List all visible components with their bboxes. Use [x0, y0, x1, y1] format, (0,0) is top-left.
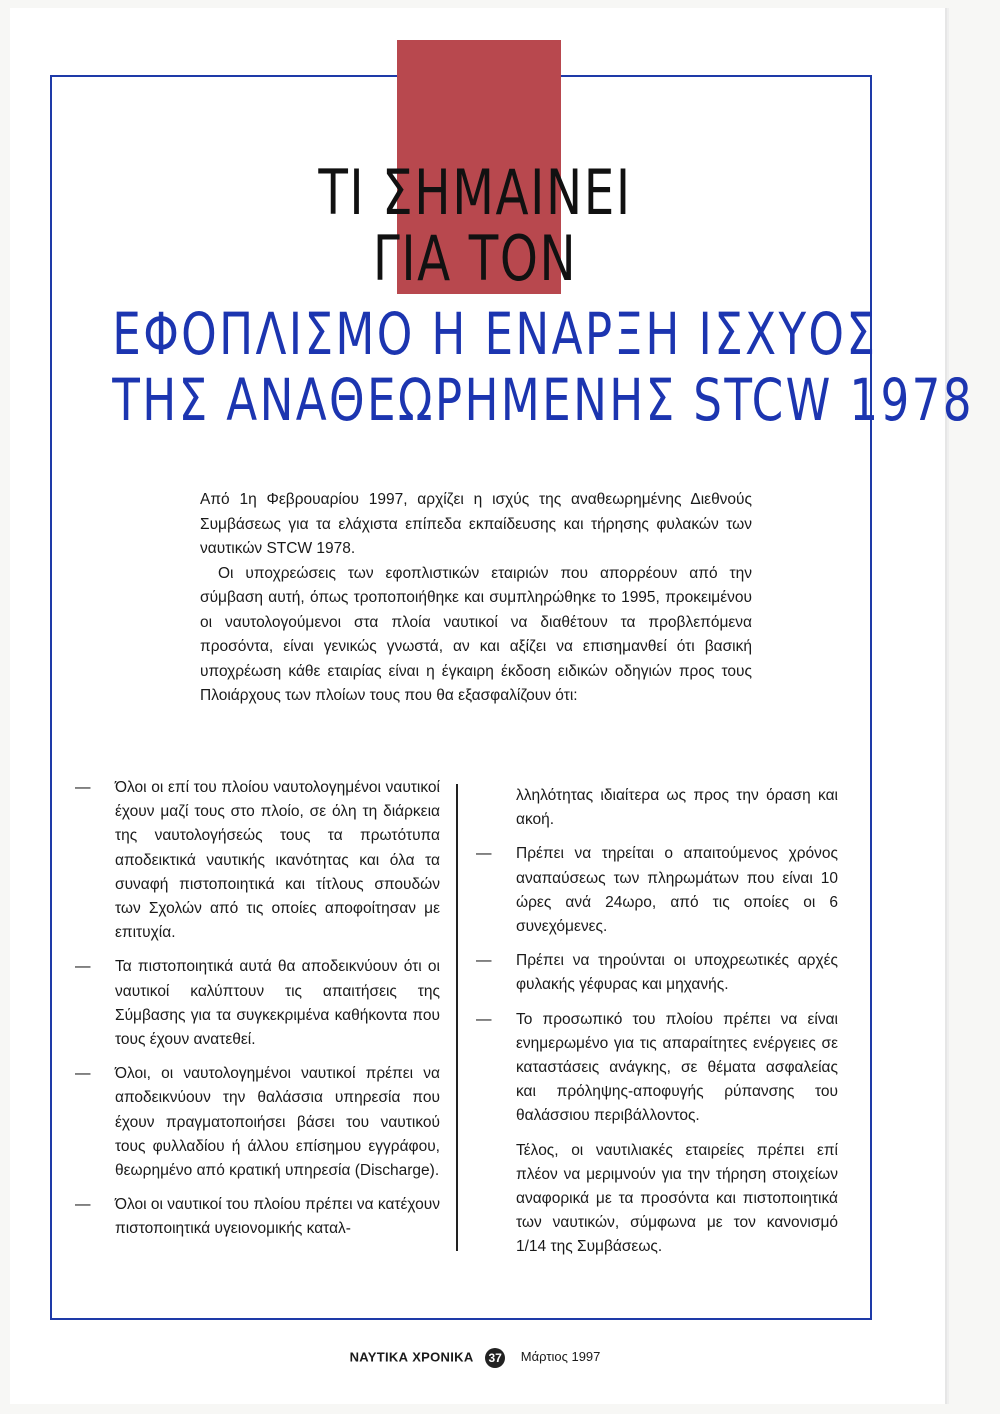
title-line-4: ΤΗΣ ΑΝΑΘΕΩΡΗΜΕΝΗΣ STCW 1978	[112, 366, 974, 434]
list-item-text: Τα πιστοποιητικά αυτά θα αποδεικνύουν ότι οι ναυτικοί καλύπτουν τις απαιτήσεις της Σύμβασης για τα συγκεκριμένα καθήκοντα που τους έχουν ανατεθεί.	[115, 958, 440, 1049]
list-item	[75, 1062, 440, 1183]
title-line-2: ΓΙΑ ΤΟΝ	[372, 222, 578, 295]
title-line-1: ΤΙ ΣΗΜΑΙΝΕΙ	[318, 156, 632, 229]
list-item	[75, 776, 440, 945]
list-item-text: Όλοι οι ναυτικοί του πλοίου πρέπει να κατέχουν πιστοποιητικά υγειονομικής καταλ-	[115, 1196, 440, 1238]
intro-paragraph-2: Οι υποχρεώσεις των εφοπλιστικών εταιριών που απορρέουν από την σύμβαση αυτή, όπως τροποποιήθηκε και συμπληρώθηκε το 1995, προκειμένου οι ναυτολογούμενοι στα πλοία ναυτικοί να διαθέτουν τα προβλεπόμενα προσόντα, είναι γενικώς γνωστά, αν και αξίζει να επισημανθεί ότι βασική υποχρέωση κάθε εταιρίας είναι η έγκαιρη έκδοση ειδικών οδηγιών προς τους Πλοιάρχους των πλοίων τους που θα εξασφαλίζουν ότι:	[200, 564, 752, 704]
list-item	[75, 955, 440, 1052]
dash-bullet: —	[75, 958, 91, 976]
list-item	[476, 842, 838, 939]
right-column	[476, 784, 838, 1260]
issue-date: Μάρτιος 1997	[520, 1349, 601, 1365]
list-item	[476, 949, 838, 997]
intro-text	[200, 488, 752, 709]
list-item-text: Όλοι, οι ναυτολογημένοι ναυτικοί πρέπει να αποδεικνύουν την θαλάσσια υπηρεσία που έχουν πραγματοποιήσει βάσει του ναυτικού τους φυλλαδίου ή άλλου επίσημου εγγράφου, θεωρημένο από κρατική υπηρεσία (Discharge).	[115, 1065, 440, 1180]
left-column	[75, 776, 440, 1252]
dash-bullet: —	[476, 845, 492, 863]
dash-bullet: —	[476, 952, 492, 970]
column-divider	[456, 784, 458, 1251]
closing-paragraph: Τέλος, οι ναυτιλιακές εταιρείες πρέπει επί πλέον να μεριμνούν για την τήρηση στοιχείων αναφορικά με τα προσόντα και πιστοποιητικά των ναυτικών, σύμφωνα με τον κανονισμό 1/14 της Συμβάσεως.	[516, 1141, 838, 1256]
intro-paragraph-1: Από 1η Φεβρουαρίου 1997, αρχίζει η ισχύς της αναθεωρημένης Διεθνούς Συμβάσεως για τα ελάχιστα επίπεδα εκπαίδευσης και τήρησης φυλακών των ναυτικών STCW 1978.	[200, 491, 752, 557]
dash-bullet: —	[476, 1010, 492, 1028]
dash-bullet: —	[75, 1196, 91, 1214]
page-footer	[10, 1348, 940, 1368]
dash-bullet: —	[75, 1065, 91, 1083]
list-item	[75, 1193, 440, 1241]
list-item-continuation: λληλότητας ιδιαίτερα ως προς την όραση και ακοή.	[516, 787, 838, 829]
list-item-text: Πρέπει να τηρούνται οι υποχρεωτικές αρχές φυλακής γέφυρας και μηχανής.	[516, 952, 838, 994]
list-item	[476, 1008, 838, 1129]
page-number: 37	[485, 1348, 505, 1368]
list-item-text: Το προσωπικό του πλοίου πρέπει να είναι ενημερωμένο για τις απαραίτητες ενέργειες σε καταστάσεις ανάγκης, σε θέματα ασφαλείας και πρόληψης-αποφυγής ρύπανσης του θαλάσσιου περιβάλλοντος.	[516, 1010, 838, 1125]
title-line-3: ΕΦΟΠΛΙΣΜΟ Η ΕΝΑΡΞΗ ΙΣΧΥΟΣ	[112, 300, 878, 368]
list-item-text: Πρέπει να τηρείται ο απαιτούμενος χρόνος αναπαύσεως των πληρωμάτων που είναι 10 ώρες ανά 24ωρο, από τις οποίες οι 6 συνεχόμενες.	[516, 845, 838, 936]
magazine-name: ΝΑΥΤΙΚΑ ΧΡΟΝΙΚΑ	[349, 1349, 474, 1365]
dash-bullet: —	[75, 779, 91, 796]
list-item-text: Όλοι οι επί του πλοίου ναυτολογημένοι ναυτικοί έχουν μαζί τους στο πλοίο, σε όλη τη διάρκεια της ναυτολογήσεώς τους τα πρωτότυπα αποδεικτικά ναυτικής ικανότητας και όλα τα συναφή πιστοποιητικά και τίτλους σπουδών των Σχολών από τις οποίες αποφοίτησαν με επιτυχία.	[115, 779, 440, 942]
page-sheet	[10, 8, 974, 1404]
